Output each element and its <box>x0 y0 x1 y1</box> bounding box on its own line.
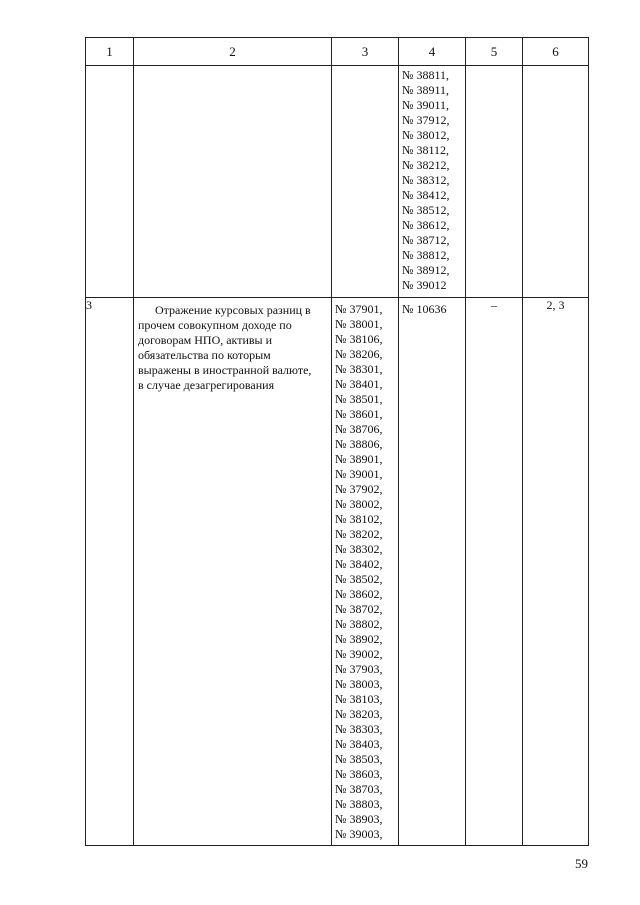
account-code: № 38603, <box>335 767 383 781</box>
account-code: № 38206, <box>335 347 383 361</box>
account-code: № 38003, <box>335 677 383 691</box>
row3-col-6: 2, 3 <box>523 298 589 846</box>
account-code: № 38501, <box>335 392 383 406</box>
account-code: № 38712, <box>402 233 450 247</box>
document-table <box>85 37 589 846</box>
account-code: № 38001, <box>335 317 383 331</box>
description-line: в случае дезагрегирования <box>138 378 275 392</box>
cont-col-4 <box>399 66 466 298</box>
account-code: № 38802, <box>335 617 383 631</box>
account-code: № 38112, <box>402 143 450 157</box>
header-col-2: 2 <box>134 38 332 66</box>
header-col-4: 4 <box>399 38 466 66</box>
account-code: № 38702, <box>335 602 383 616</box>
header-col-6: 6 <box>523 38 589 66</box>
account-code: № 39012 <box>402 278 447 292</box>
cont-col-5 <box>466 66 523 298</box>
row3-col4-code: № 10636 <box>402 302 447 316</box>
account-code: № 39002, <box>335 647 383 661</box>
table-header-row <box>86 38 589 66</box>
account-code: № 38106, <box>335 332 383 346</box>
account-code: № 38412, <box>402 188 450 202</box>
description-line: обязательства по которым <box>138 348 271 362</box>
account-code: № 38302, <box>335 542 383 556</box>
account-code: № 38403, <box>335 737 383 751</box>
account-code: № 38911, <box>402 83 450 97</box>
account-code: № 38706, <box>335 422 383 436</box>
account-code: № 38612, <box>402 218 450 232</box>
account-code: № 39011, <box>402 98 450 112</box>
account-code: № 38512, <box>402 203 450 217</box>
account-code: № 37901, <box>335 302 383 316</box>
account-code: № 38803, <box>335 797 383 811</box>
account-code: № 38312, <box>402 173 450 187</box>
cont-col-1 <box>86 66 134 298</box>
account-code: № 38202, <box>335 527 383 541</box>
cont-col-3 <box>332 66 399 298</box>
account-code: № 38601, <box>335 407 383 421</box>
cont-col-6 <box>523 66 589 298</box>
account-code: № 38602, <box>335 587 383 601</box>
account-code: № 38212, <box>402 158 450 172</box>
account-code: № 38002, <box>335 497 383 511</box>
account-code: № 38703, <box>335 782 383 796</box>
cont-codes-list <box>399 66 465 293</box>
account-code: № 38503, <box>335 752 383 766</box>
row3-description <box>134 298 331 393</box>
account-code: № 38903, <box>335 812 383 826</box>
page-number: 59 <box>575 856 588 871</box>
account-code: № 39001, <box>335 467 383 481</box>
account-code: № 38901, <box>335 452 383 466</box>
header-col-1: 1 <box>86 38 134 66</box>
description-line: прочем совокупном доходе по <box>138 318 292 332</box>
account-code: № 38103, <box>335 692 383 706</box>
account-code: № 37903, <box>335 662 383 676</box>
header-col-3: 3 <box>332 38 399 66</box>
account-code: № 38902, <box>335 632 383 646</box>
account-code: № 38811, <box>402 68 450 82</box>
account-code: № 38102, <box>335 512 383 526</box>
account-code: № 38806, <box>335 437 383 451</box>
account-code: № 38812, <box>402 248 450 262</box>
row3-number: 3 <box>86 298 134 846</box>
description-line: выражены в иностранной валюте, <box>138 363 312 377</box>
account-code: № 38303, <box>335 722 383 736</box>
row3-description-cell <box>134 298 332 846</box>
description-line: договорам НПО, активы и <box>138 333 273 347</box>
account-code: № 38301, <box>335 362 383 376</box>
row3-col-5: – <box>466 298 523 846</box>
row3-codes-list <box>332 298 398 842</box>
account-code: № 38502, <box>335 572 383 586</box>
table-row-continued <box>86 66 589 298</box>
table-row-3 <box>86 298 589 846</box>
description-line: Отражение курсовых разниц в <box>155 303 311 317</box>
header-col-5: 5 <box>466 38 523 66</box>
account-code: № 38012, <box>402 128 450 142</box>
account-code: № 38912, <box>402 263 450 277</box>
account-code: № 37902, <box>335 482 383 496</box>
account-code: № 39003, <box>335 827 383 841</box>
account-code: № 37912, <box>402 113 450 127</box>
account-code: № 38203, <box>335 707 383 721</box>
row3-col-3 <box>332 298 399 846</box>
row3-col-4 <box>399 298 466 846</box>
account-code: № 38402, <box>335 557 383 571</box>
cont-col-2 <box>134 66 332 298</box>
account-code: № 38401, <box>335 377 383 391</box>
